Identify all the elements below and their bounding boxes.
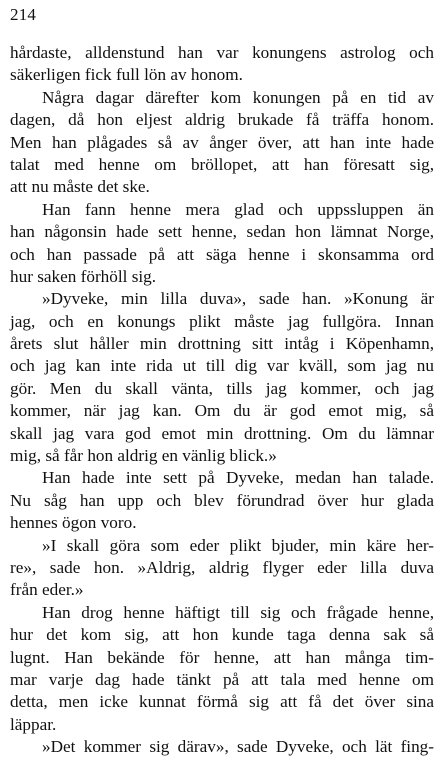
text-line: Han hade inte sett på Dyveke, medan han talade. [42, 468, 434, 488]
body-text [10, 42, 434, 759]
text-line: gör. Men du skall vänta, tills jag kommer, och jag [10, 378, 434, 398]
paragraph [10, 42, 434, 87]
text-line: »Dyveke, min lilla duva», sade han. »Konung är [42, 289, 434, 309]
text-line: hennes ögon voro. [10, 513, 137, 533]
text-line: från eder.» [10, 580, 84, 600]
text-line: säkerligen fick full lön av honom. [10, 65, 243, 85]
book-page [10, 4, 434, 759]
text-line: Han drog henne häftigt till sig och frågade henne, [42, 602, 434, 622]
text-line: »I skall göra som eder plikt bjuder, min käre her- [42, 535, 434, 555]
text-line: mar varje dag hade tänkt på att tala med henne om [10, 669, 434, 689]
text-line: Nu såg han upp och blev förundrad över hur glada [10, 490, 434, 510]
paragraph [10, 736, 434, 758]
text-line: Några dagar därefter kom konungen på en tid av [42, 87, 434, 107]
paragraph [10, 87, 434, 199]
text-line: årets slut håller min drottning sitt intåg i Köpenhamn, [10, 334, 434, 354]
text-line: jag, och en konungs plikt måste jag fullgöra. Innan [10, 311, 434, 331]
text-line: hur saken förhöll sig. [10, 266, 157, 286]
page-number: 214 [10, 5, 37, 24]
text-line: lugnt. Han bekände för henne, att han många tim- [10, 647, 434, 667]
text-line: Men han plågades så av ånger över, att han inte hade [10, 132, 434, 152]
text-line: och jag kan inte rida ut till dig var kväll, som jag nu [10, 356, 434, 376]
text-line: dagen, då hon eljest aldrig brukade få träffa honom. [10, 110, 434, 130]
text-line: detta, men icke kunnat förmå sig att få det över sina [10, 692, 434, 712]
text-line: skall jag vara god emot min drottning. Om du lämnar [10, 423, 434, 443]
paragraph [10, 288, 434, 467]
paragraph [10, 535, 434, 602]
paragraph [10, 467, 434, 534]
text-line: mig, så får hon aldrig en vänlig blick.» [10, 446, 277, 466]
text-line: han någonsin hade sett henne, sedan hon lämnat Norge, [10, 222, 434, 242]
text-line: läppar. [10, 714, 57, 734]
text-line: Han fann henne mera glad och uppssluppen än [42, 199, 434, 219]
text-line: att nu måste det ske. [10, 177, 150, 197]
text-line: kommer, när jag kan. Om du är god emot mig, så [10, 401, 434, 421]
text-line: »Det kommer sig därav», sade Dyveke, och lät fing- [42, 737, 434, 757]
text-line: re», sade hon. »Aldrig, aldrig flyger eder lilla duva [10, 557, 434, 577]
text-line: talat med henne om bröllopet, att han föresatt sig, [10, 154, 434, 174]
text-line: hårdaste, alldenstund han var konungens astrolog och [10, 43, 434, 62]
paragraph [10, 602, 434, 736]
text-line: hur det kom sig, att hon kunde taga denna sak så [10, 625, 434, 645]
text-line: och han passade på att säga henne i skonsamma ord [10, 244, 434, 264]
paragraph [10, 199, 434, 289]
